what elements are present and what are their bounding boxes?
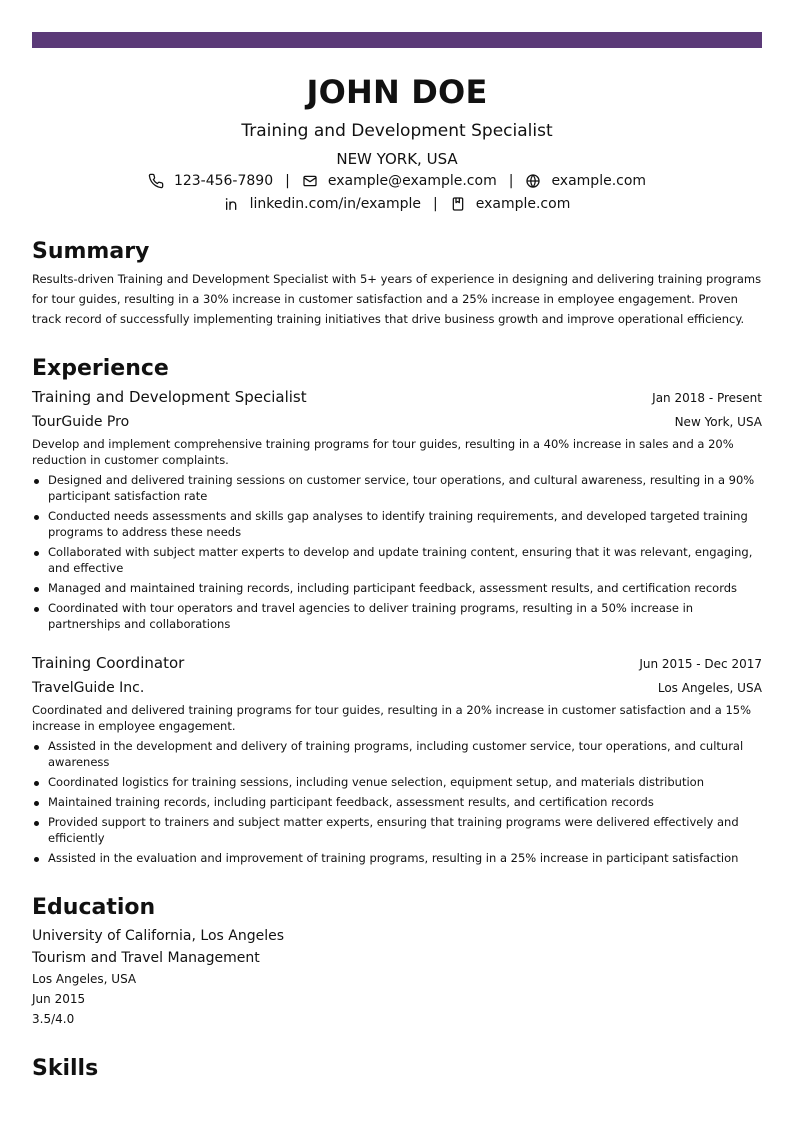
job-summary: Develop and implement comprehensive training programs for tour guides, resulting in a 40% increase in sales and a 20% reduction in customer complaints. <box>32 437 734 467</box>
experience-entry <box>32 386 762 632</box>
job-bullets <box>32 738 762 866</box>
summary-heading: Summary <box>32 239 150 264</box>
list-item: Collaborated with subject matter experts to develop and update training content, ensuring that it was relevant, engaging, and effective <box>32 544 762 576</box>
job-title: Training and Development Specialist <box>32 388 307 406</box>
education-section <box>32 894 762 1029</box>
linkedin-link[interactable]: linkedin.com/in/example <box>249 196 421 212</box>
job-location: New York, USA <box>674 415 762 429</box>
list-item: Assisted in the evaluation and improvement of training programs, resulting in a 25% increase in participant satisfaction <box>32 850 762 866</box>
experience-section <box>32 355 762 866</box>
website-link[interactable]: example.com <box>551 173 647 189</box>
contact-line-secondary <box>0 193 794 215</box>
accent-bar <box>32 32 762 48</box>
candidate-name: JOHN DOE <box>306 73 488 111</box>
job-dates: Jun 2015 - Dec 2017 <box>639 657 762 671</box>
email-icon <box>302 173 318 189</box>
globe-icon <box>525 173 541 189</box>
education-gpa: 3.5/4.0 <box>32 1012 75 1026</box>
summary-section <box>32 238 762 329</box>
job-company-row <box>32 675 762 699</box>
list-item: Conducted needs assessments and skills gap analyses to identify training requirements, and developed targeted training programs to address these needs <box>32 508 762 540</box>
resume-header <box>0 72 794 215</box>
experience-entry <box>32 652 762 866</box>
company-name: TravelGuide Inc. <box>32 680 145 696</box>
contact-separator: | <box>508 173 514 189</box>
list-item: Managed and maintained training records, including participant feedback, assessment results, and certification records <box>32 580 762 596</box>
skills-section <box>32 1055 762 1083</box>
job-title-row <box>32 652 762 675</box>
portfolio-icon <box>450 196 466 212</box>
company-name: TourGuide Pro <box>32 414 130 430</box>
job-bullets <box>32 472 762 632</box>
list-item: Maintained training records, including participant feedback, assessment results, and certification records <box>32 794 762 810</box>
list-item: Provided support to trainers and subject matter experts, ensuring that training programs were delivered effectively and efficiently <box>32 814 762 846</box>
summary-text: Results-driven Training and Development Specialist with 5+ years of experience in designing and delivering training programs for tour guides, resulting in a 30% increase in customer satisfaction and a 25% increase in employee engagement. Proven track record of successfully implementing training initiatives that drive business growth and improve operational efficiency. <box>32 272 762 326</box>
education-heading: Education <box>32 895 156 920</box>
phone-number: 123-456-7890 <box>173 173 274 189</box>
job-dates: Jan 2018 - Present <box>652 391 762 405</box>
linkedin-icon <box>224 196 240 212</box>
contact-line-primary <box>0 170 794 192</box>
experience-heading: Experience <box>32 356 169 381</box>
contact-separator: | <box>285 173 290 189</box>
education-date: Jun 2015 <box>32 992 86 1006</box>
skills-heading: Skills <box>32 1056 99 1081</box>
degree-name: Tourism and Travel Management <box>32 950 260 966</box>
resume-content <box>32 238 762 1086</box>
list-item: Assisted in the development and delivery of training programs, including customer service, tour operations, and cultural awareness <box>32 738 762 770</box>
education-location: Los Angeles, USA <box>32 972 137 986</box>
candidate-title: Training and Development Specialist <box>241 121 553 141</box>
job-location: Los Angeles, USA <box>657 681 762 695</box>
email-address[interactable]: example@example.com <box>327 173 497 189</box>
job-summary: Coordinated and delivered training programs for tour guides, resulting in a 20% increase in customer satisfaction and a 15% increase in employee engagement. <box>32 703 752 733</box>
school-name: University of California, Los Angeles <box>32 928 285 944</box>
job-title-row <box>32 386 762 409</box>
job-title: Training Coordinator <box>32 654 185 672</box>
list-item: Designed and delivered training sessions on customer service, tour operations, and cultural awareness, resulting in a 90% participant satisfaction rate <box>32 472 762 504</box>
phone-icon <box>148 173 164 189</box>
list-item: Coordinated with tour operators and travel agencies to deliver training programs, resulting in a 50% increase in partnerships and collaborations <box>32 600 762 632</box>
candidate-location: NEW YORK, USA <box>336 150 458 168</box>
contact-separator: | <box>433 196 438 212</box>
portfolio-link[interactable]: example.com <box>475 196 571 212</box>
list-item: Coordinated logistics for training sessions, including venue selection, equipment setup, and materials distribution <box>32 774 762 790</box>
job-company-row <box>32 409 762 433</box>
